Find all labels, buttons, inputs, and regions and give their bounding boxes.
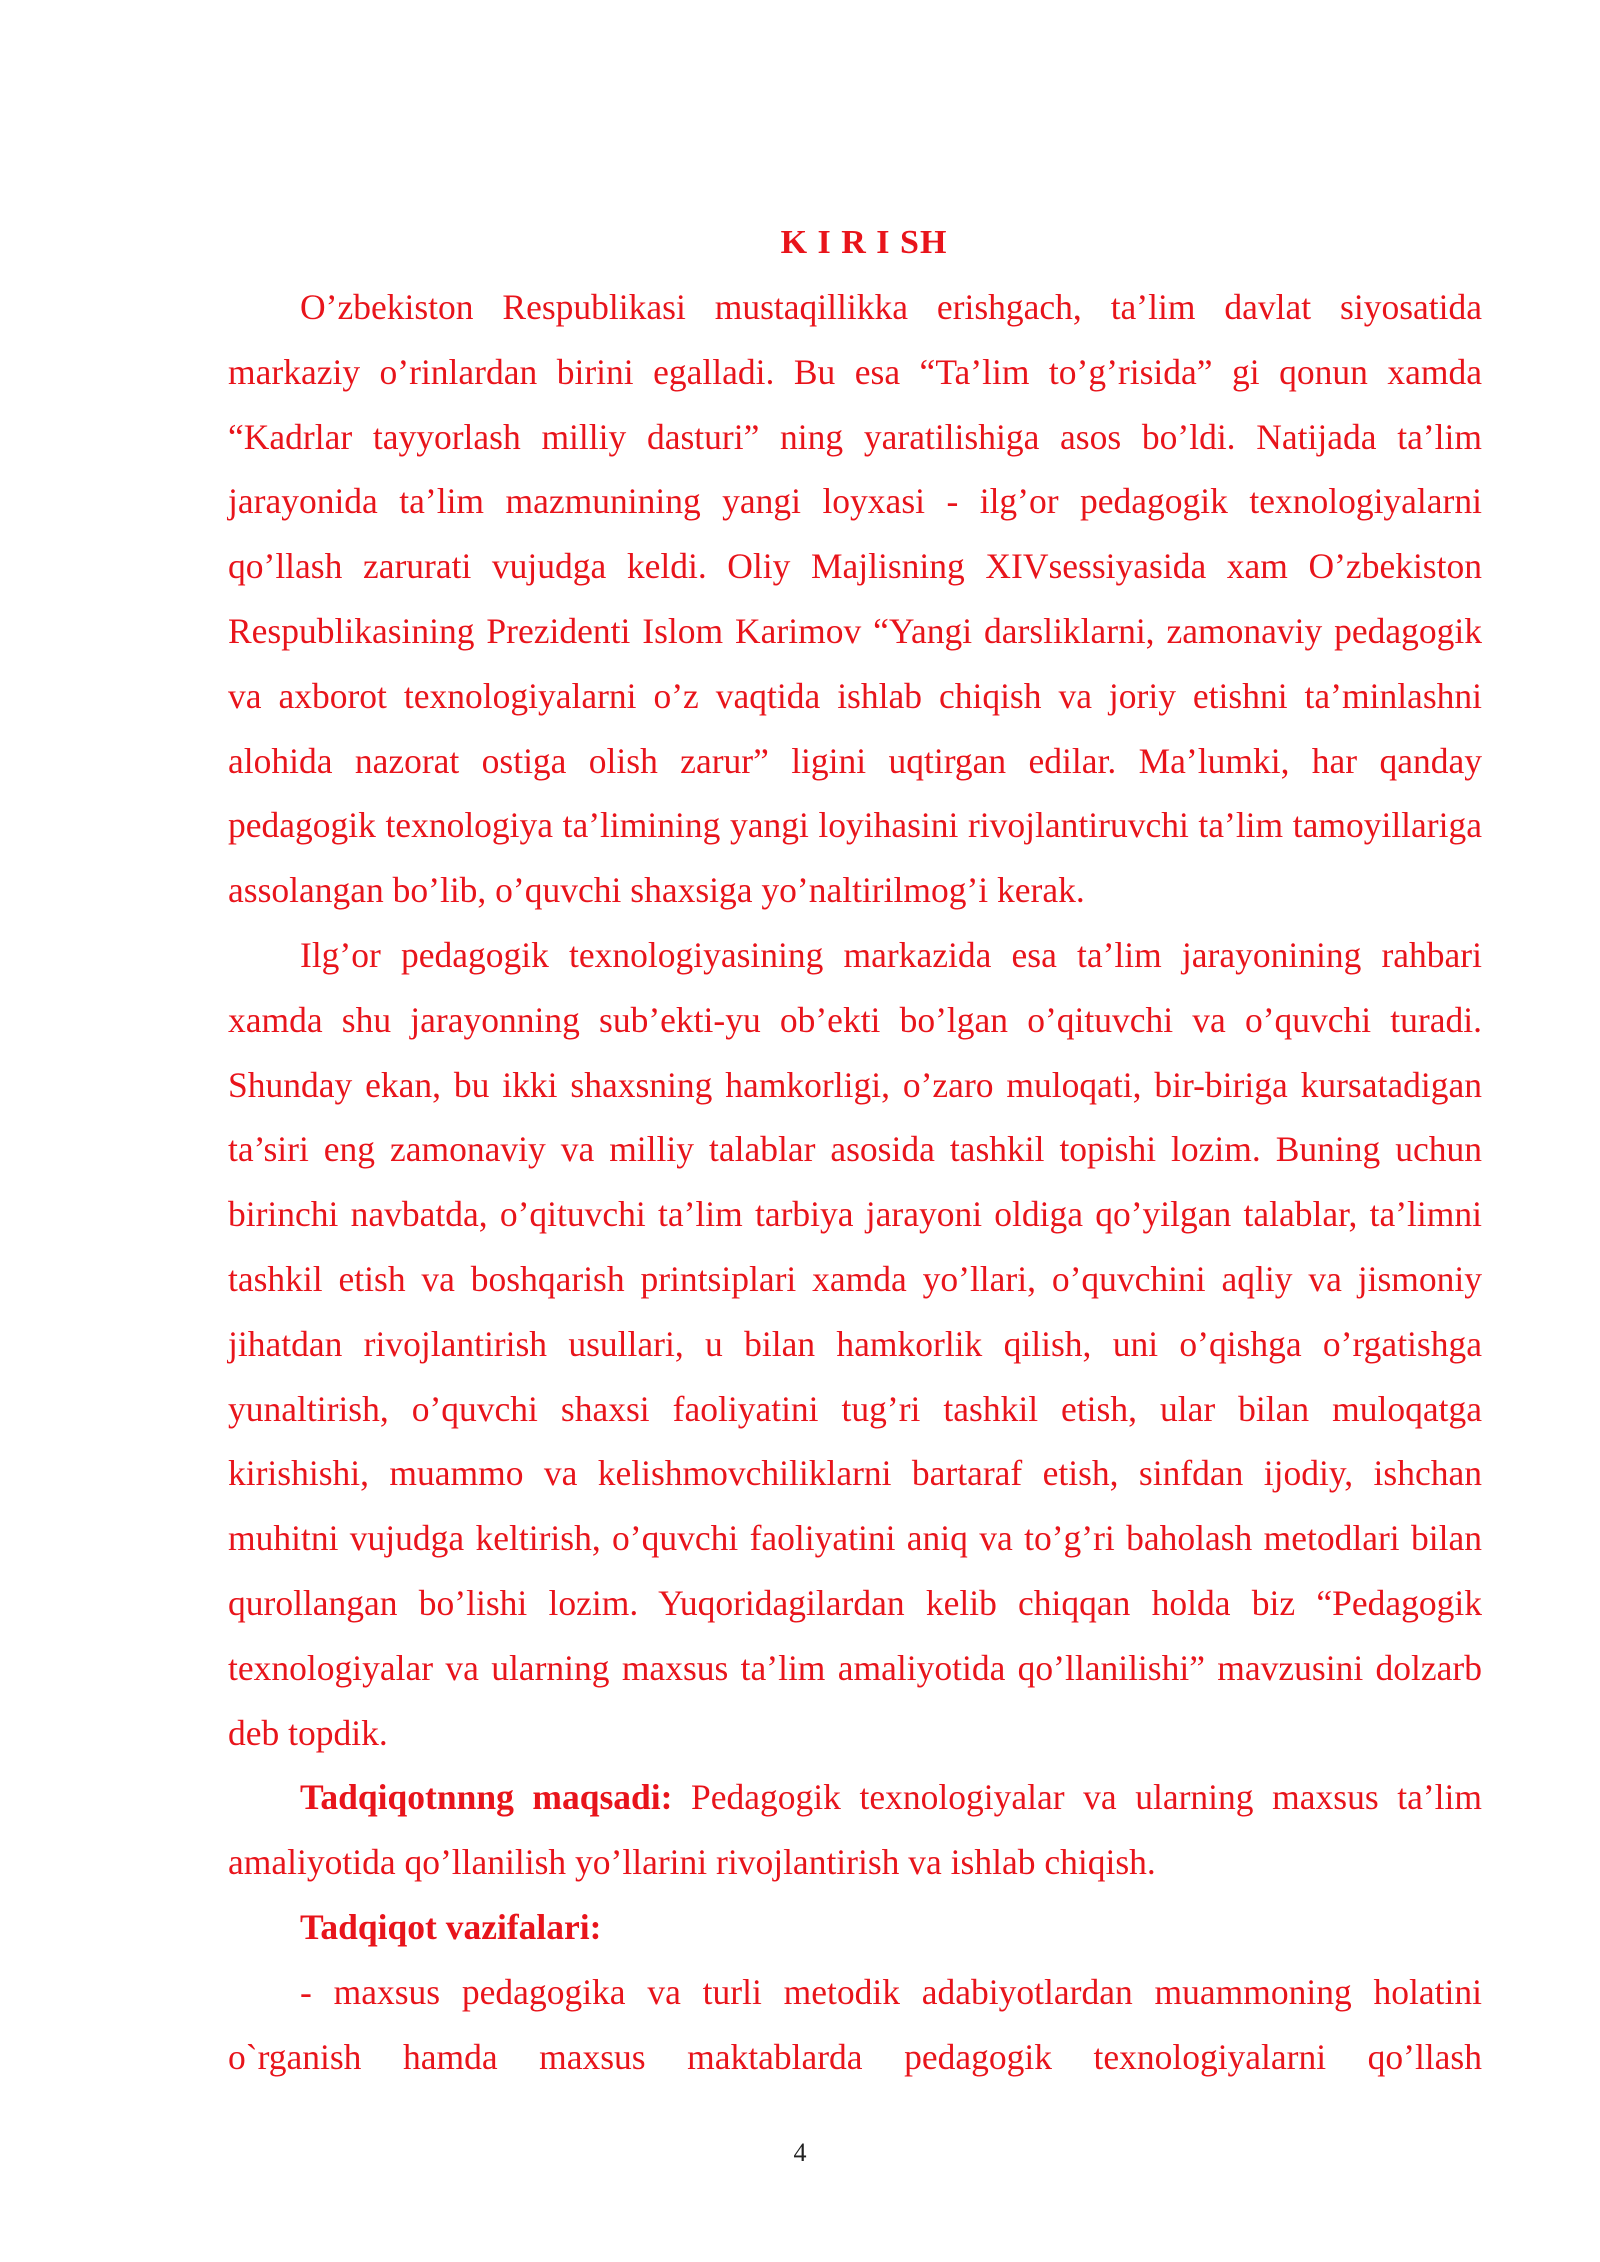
intro-paragraph-2: Ilg’or pedagogik texnologiyasining markazida esa ta’lim jarayonining rahbari xamda shu jarayonning sub’ekti-yu ob’ekti bo’lgan o’qituvchi va o’quvchi turadi. Shunday ekan, bu ikki shaxsning hamkorligi, o’zaro muloqati, bir-biriga kursatadigan ta’siri eng zamonaviy va milliy talablar asosida tashkil topishi lozim. Buning uchun birinchi navbatda, o’qituvchi ta’lim tarbiya jarayoni oldiga qo’yilgan talablar, ta’limni tashkil etish va boshqarish printsiplari xamda yo’llari, o’quvchini aqliy va jismoniy jihatdan rivojlantirish usullari, u bilan hamkorlik qilish, uni o’qishga o’rgatishga yunaltirish, o’quvchi shaxsi faoliyatini tug’ri tashkil etish, ular bilan muloqatga kirishishi, muammo va kelishmovchiliklarni bartaraf etish, sinfdan ijodiy, ishchan muhitni vujudga keltirish, o’quvchi faoliyatini aniq va to’g’ri baholash metodlari bilan qurollangan bo’lishi lozim. Yuqoridagilardan kelib chiqqan holda biz “Pedagogik texnologiyalar va ularning maxsus ta’lim amaliyotida qo’llanilishi” mavzusini dolzarb deb topdik. [228, 934, 1482, 1753]
section-title: K I R I SH [780, 224, 948, 261]
document-page [228, 210, 1482, 2089]
research-task-item: - maxsus pedagogika va turli metodik adabiyotlardan muammoning holatini o`rganish hamda maxsus maktablarda pedagogik texnologiyalarni qo’llash [228, 1971, 1482, 2077]
research-tasks-label: Tadqiqot vazifalari: [300, 1906, 602, 1947]
research-goal-label: Tadqiqotnnng maqsadi: [300, 1777, 673, 1818]
research-tasks-heading [228, 1895, 1482, 1960]
research-goal-text: Pedagogik texnologiyalar va ularning maxsus ta’lim amaliyotida qo’llanilish yo’llarini rivojlantirish va ishlab chiqish. [228, 1777, 1482, 1883]
intro-paragraph-1: O’zbekiston Respublikasi mustaqillikka erishgach, ta’lim davlat siyosatida markaziy o’rinlardan birini egalladi. Bu esa “Ta’lim to’g’risida” gi qonun xamda “Kadrlar tayyorlash milliy dasturi” ning yaratilishiga asos bo’ldi. Natijada ta’lim jarayonida ta’lim mazmunining yangi loyxasi - ilg’or pedagogik texnologiyalarni qo’llash zarurati vujudga keldi. Oliy Majlisning XIVsessiyasida xam O’zbekiston Respublikasining Prezidenti Islom Karimov “Yangi darsliklarni, zamonaviy pedagogik va axborot texnologiyalarni o’z vaqtida ishlab chiqish va joriy etishni ta’minlashni alohida nazorat ostiga olish zarur” ligini uqtirgan edilar. Ma’lumki, har qanday pedagogik texnologiya ta’limining yangi loyihasini rivojlantiruvchi ta’lim tamoyillariga assolangan bo’lib, o’quvchi shaxsiga yo’naltirilmog’i kerak. [228, 287, 1482, 911]
page-number: 4 [793, 2138, 807, 2167]
research-goal-paragraph [228, 1765, 1482, 1895]
